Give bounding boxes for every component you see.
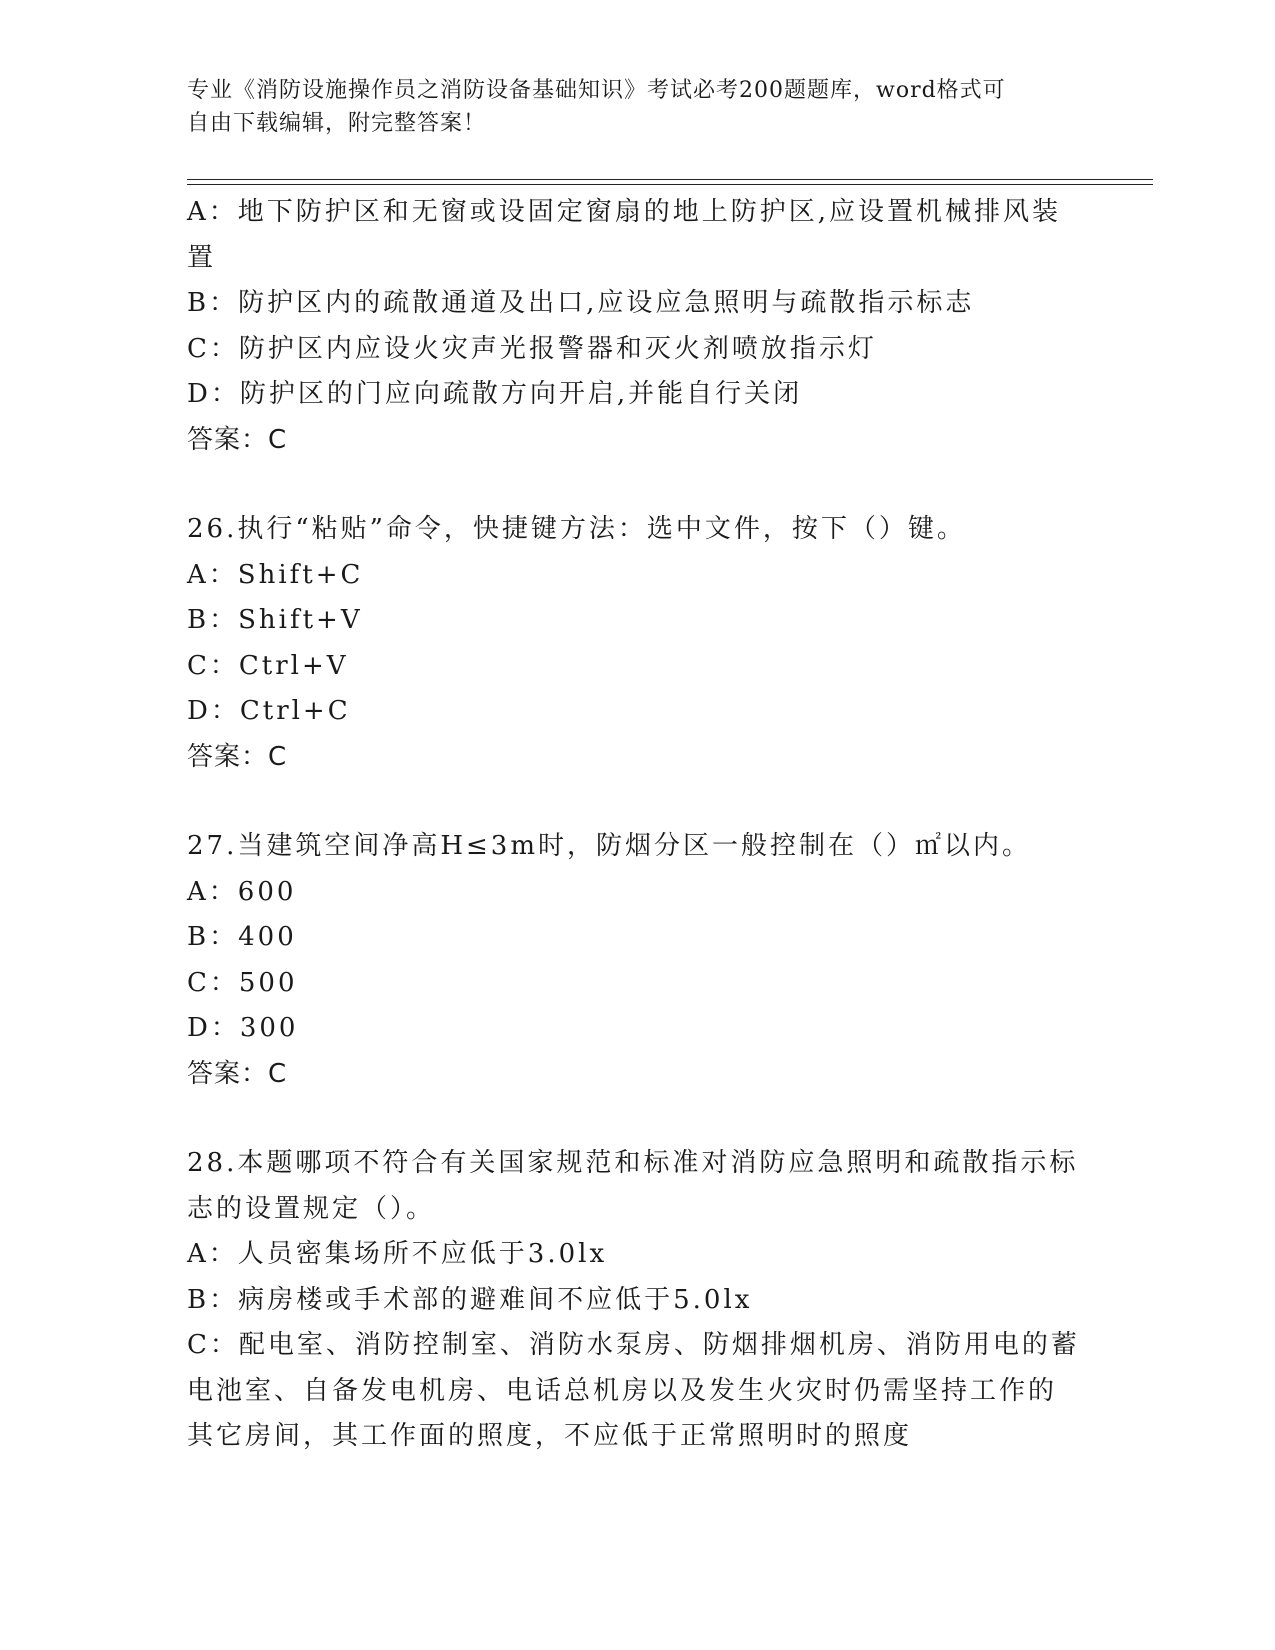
spacer	[187, 780, 1087, 824]
header-title-line-2: 自由下载编辑，附完整答案！	[187, 111, 487, 136]
question-25-block	[187, 190, 1087, 463]
q25-option-c: C：防护区内应设火灾声光报警器和灭火剂喷放指示灯	[187, 333, 877, 364]
q28-option-a: A：人员密集场所不应低于3.0lx	[187, 1239, 608, 1269]
q28-question-line-2: 志的设置规定（）。	[187, 1193, 436, 1224]
q27-option-c: C：500	[187, 967, 298, 998]
q25-option-d: D：防护区的门应向疏散方向开启,并能自行关闭	[187, 379, 803, 409]
q28-option-c-line-3: 其它房间，其工作面的照度，不应低于正常照明时的照度	[187, 1421, 913, 1451]
q28-option-c-line-2: 电池室、自备发电机房、电话总机房以及发生火灾时仍需坚持工作的	[187, 1375, 1058, 1406]
q25-option-b: B：防护区内的疏散通道及出口,应设应急照明与疏散指示标志	[187, 288, 975, 318]
q28-question-line-1: 28.本题哪项不符合有关国家规范和标准对消防应急照明和疏散指示标	[187, 1148, 1079, 1178]
q25-answer: 答案：C	[187, 424, 288, 455]
q25-option-a-line-1: A：地下防护区和无窗或设固定窗扇的地上防护区,应设置机械排风装	[187, 197, 1062, 227]
header-divider-bottom	[187, 184, 1153, 185]
q27-answer: 答案：C	[187, 1058, 288, 1089]
q26-question: 26.执行“粘贴”命令，快捷键方法：选中文件，按下（）键。	[187, 514, 966, 544]
q25-option-a-line-2: 置	[187, 242, 217, 273]
question-27-block	[187, 824, 1087, 1097]
question-28-block	[187, 1141, 1087, 1460]
q28-option-b: B：病房楼或手术部的避难间不应低于5.0lx	[187, 1284, 753, 1315]
spacer	[187, 1097, 1087, 1141]
q27-option-b: B：400	[187, 922, 297, 952]
header-divider-top	[187, 179, 1153, 180]
q27-question: 27.当建筑空间净高H≤3m时，防烟分区一般控制在（）㎡以内。	[187, 831, 1032, 861]
q26-option-c: C：Ctrl+V	[187, 650, 349, 681]
q26-answer: 答案：C	[187, 741, 288, 772]
spacer	[187, 463, 1087, 507]
question-list	[187, 190, 1087, 1460]
question-26-block	[187, 507, 1087, 780]
header-title-line-1: 专业《消防设施操作员之消防设备基础知识》考试必考200题题库，word格式可	[187, 78, 1006, 103]
q26-option-b: B：Shift+V	[187, 605, 363, 635]
document-header	[187, 74, 1067, 140]
q26-option-a: A：Shift+C	[187, 559, 364, 590]
q28-option-c-line-1: C：配电室、消防控制室、消防水泵房、防烟排烟机房、消防用电的蓄	[187, 1330, 1080, 1360]
q27-option-a: A：600	[187, 876, 297, 907]
q26-option-d: D：Ctrl+C	[187, 696, 351, 726]
q27-option-d: D：300	[187, 1013, 299, 1043]
